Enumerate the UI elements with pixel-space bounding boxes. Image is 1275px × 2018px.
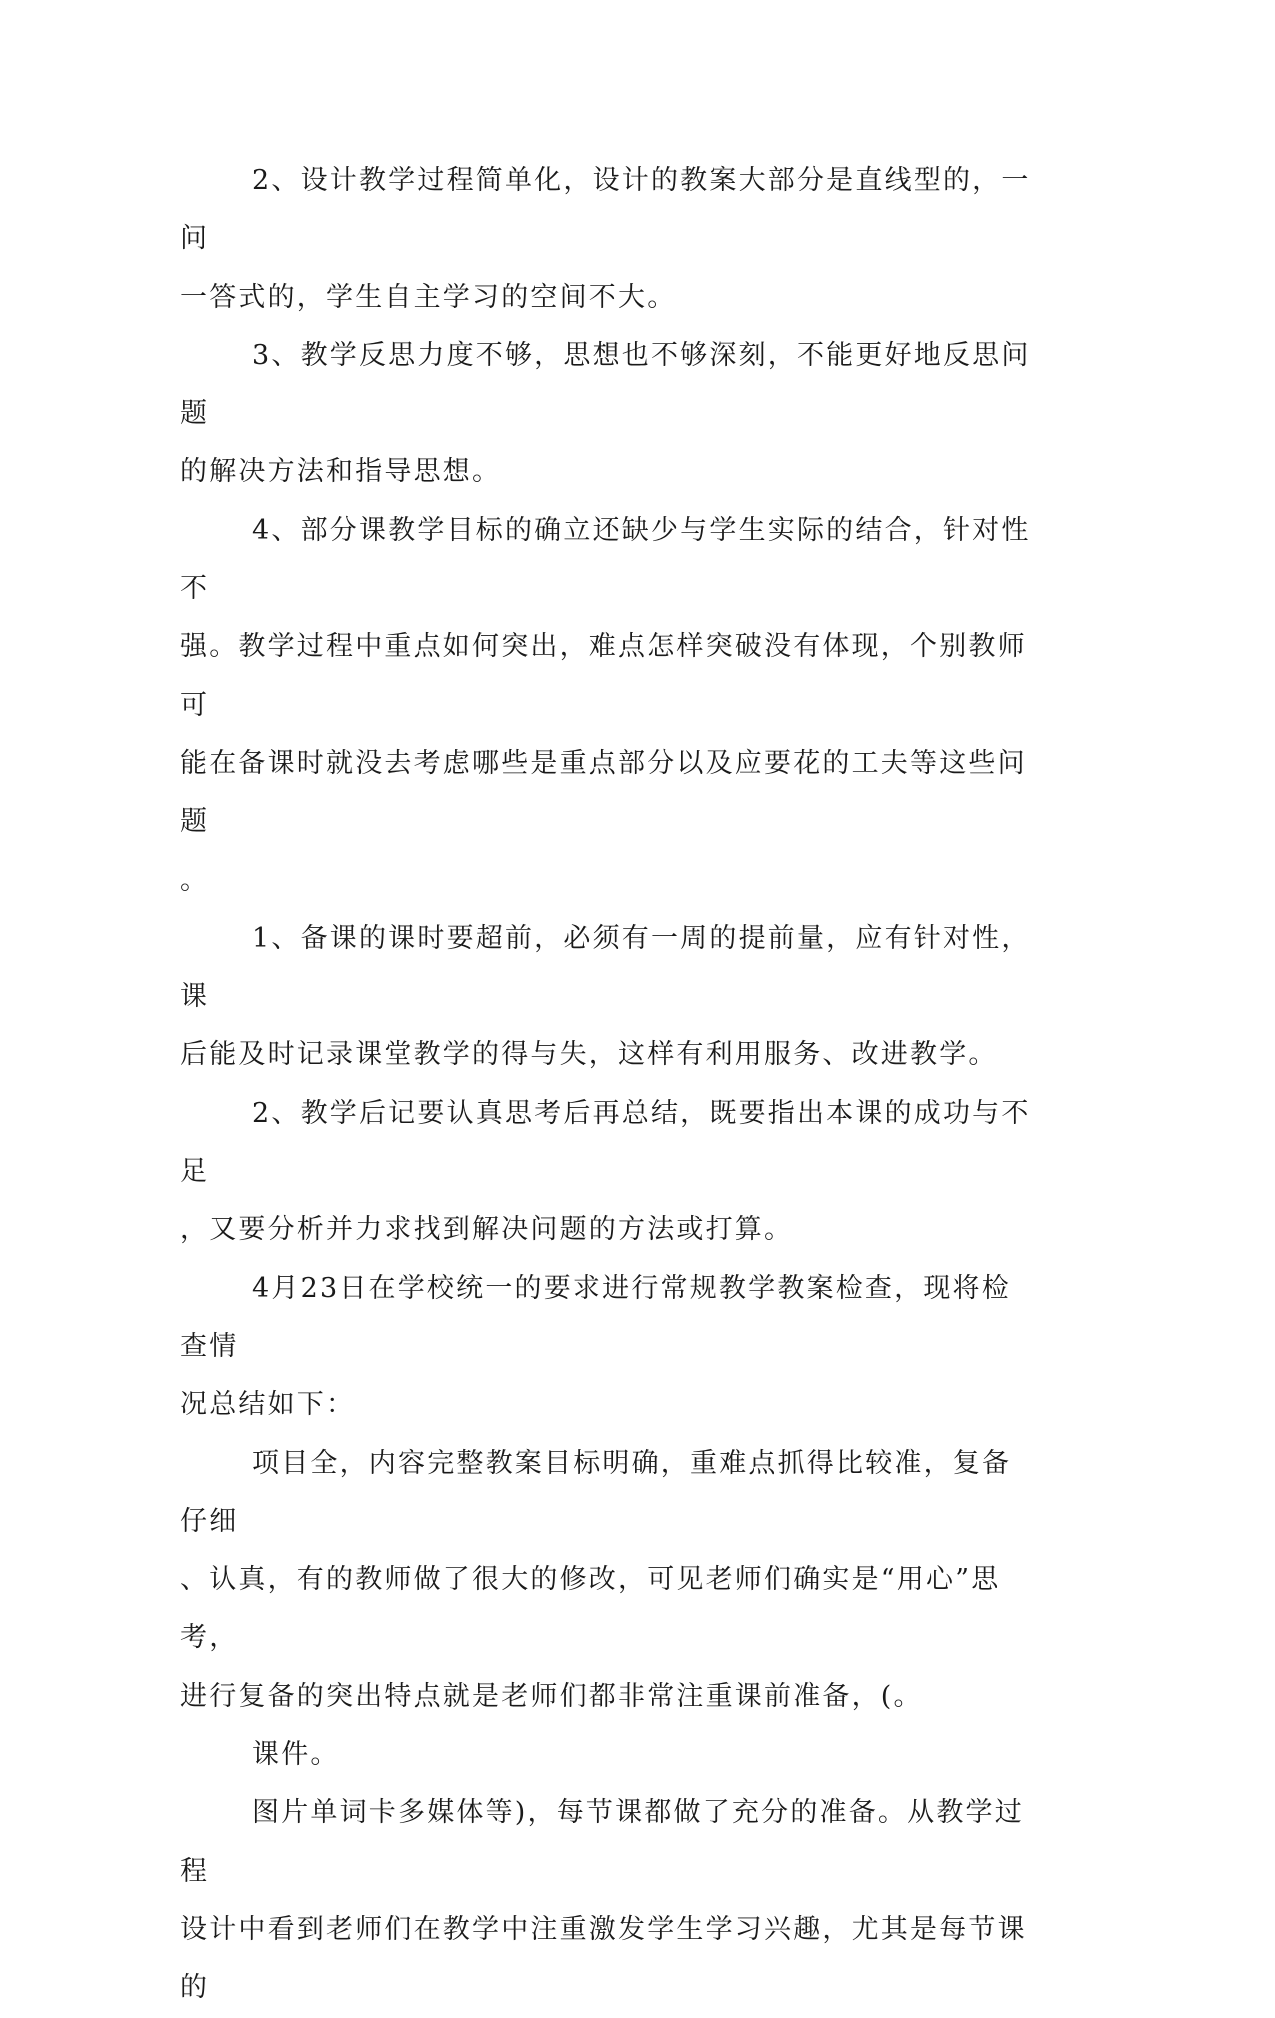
paragraph-4 [180, 910, 1040, 1085]
line: 强。教学过程中重点如何突出，难点怎样突破没有体现，个别教师可 [180, 631, 1027, 721]
line: 、认真，有的教师做了很大的修改，可见老师们确实是“用心”思考， [180, 1564, 1001, 1654]
line: 后能及时记录课堂教学的得与失，这样有利用服务、改进教学。 [180, 1039, 998, 1071]
paragraph-8 [180, 1726, 1040, 1784]
document-body [180, 152, 1040, 2018]
line: 况总结如下： [180, 1389, 356, 1421]
line: 2、设计教学过程简单化，设计的教案大部分是直线型的，一问 [180, 165, 1031, 255]
paragraph-9 [180, 1784, 1040, 2017]
paragraph-2 [180, 327, 1040, 502]
paragraph-5 [180, 1085, 1040, 1260]
line: 4月23日在学校统一的要求进行常规教学教案检查，现将检查情 [180, 1272, 1011, 1362]
line: 4、部分课教学目标的确立还缺少与学生实际的结合，针对性不 [180, 514, 1031, 605]
line: 设计中看到老师们在教学中注重激发学生学习兴趣，尤其是每节课的 [180, 1913, 1027, 2004]
paragraph-6 [180, 1260, 1040, 1435]
paragraph-7 [180, 1435, 1040, 1726]
paragraph-1 [180, 152, 1040, 327]
line: 课件。 [252, 1739, 340, 1771]
line: 项目全，内容完整教案目标明确，重难点抓得比较准，复备仔细 [180, 1447, 1012, 1537]
line: 1、备课的课时要超前，必须有一周的提前量，应有针对性，课 [180, 922, 1031, 1013]
line: 能在备课时就没去考虑哪些是重点部分以及应要花的工夫等这些问题 [180, 747, 1027, 838]
line: ，又要分析并力求找到解决问题的方法或打算。 [180, 1214, 794, 1246]
line: 3、教学反思力度不够，思想也不够深刻，不能更好地反思问题 [180, 339, 1031, 430]
line: 进行复备的突出特点就是老师们都非常注重课前准备，(。 [180, 1680, 923, 1712]
line: 一答式的，学生自主学习的空间不大。 [180, 281, 677, 313]
line: 2、教学后记要认真思考后再总结，既要指出本课的成功与不足 [180, 1097, 1031, 1188]
line: 图片单词卡多媒体等)，每节课都做了充分的准备。从教学过程 [180, 1797, 1024, 1887]
line: 。 [180, 864, 210, 896]
paragraph-3 [180, 502, 1040, 910]
line: 的解决方法和指导思想。 [180, 456, 502, 488]
